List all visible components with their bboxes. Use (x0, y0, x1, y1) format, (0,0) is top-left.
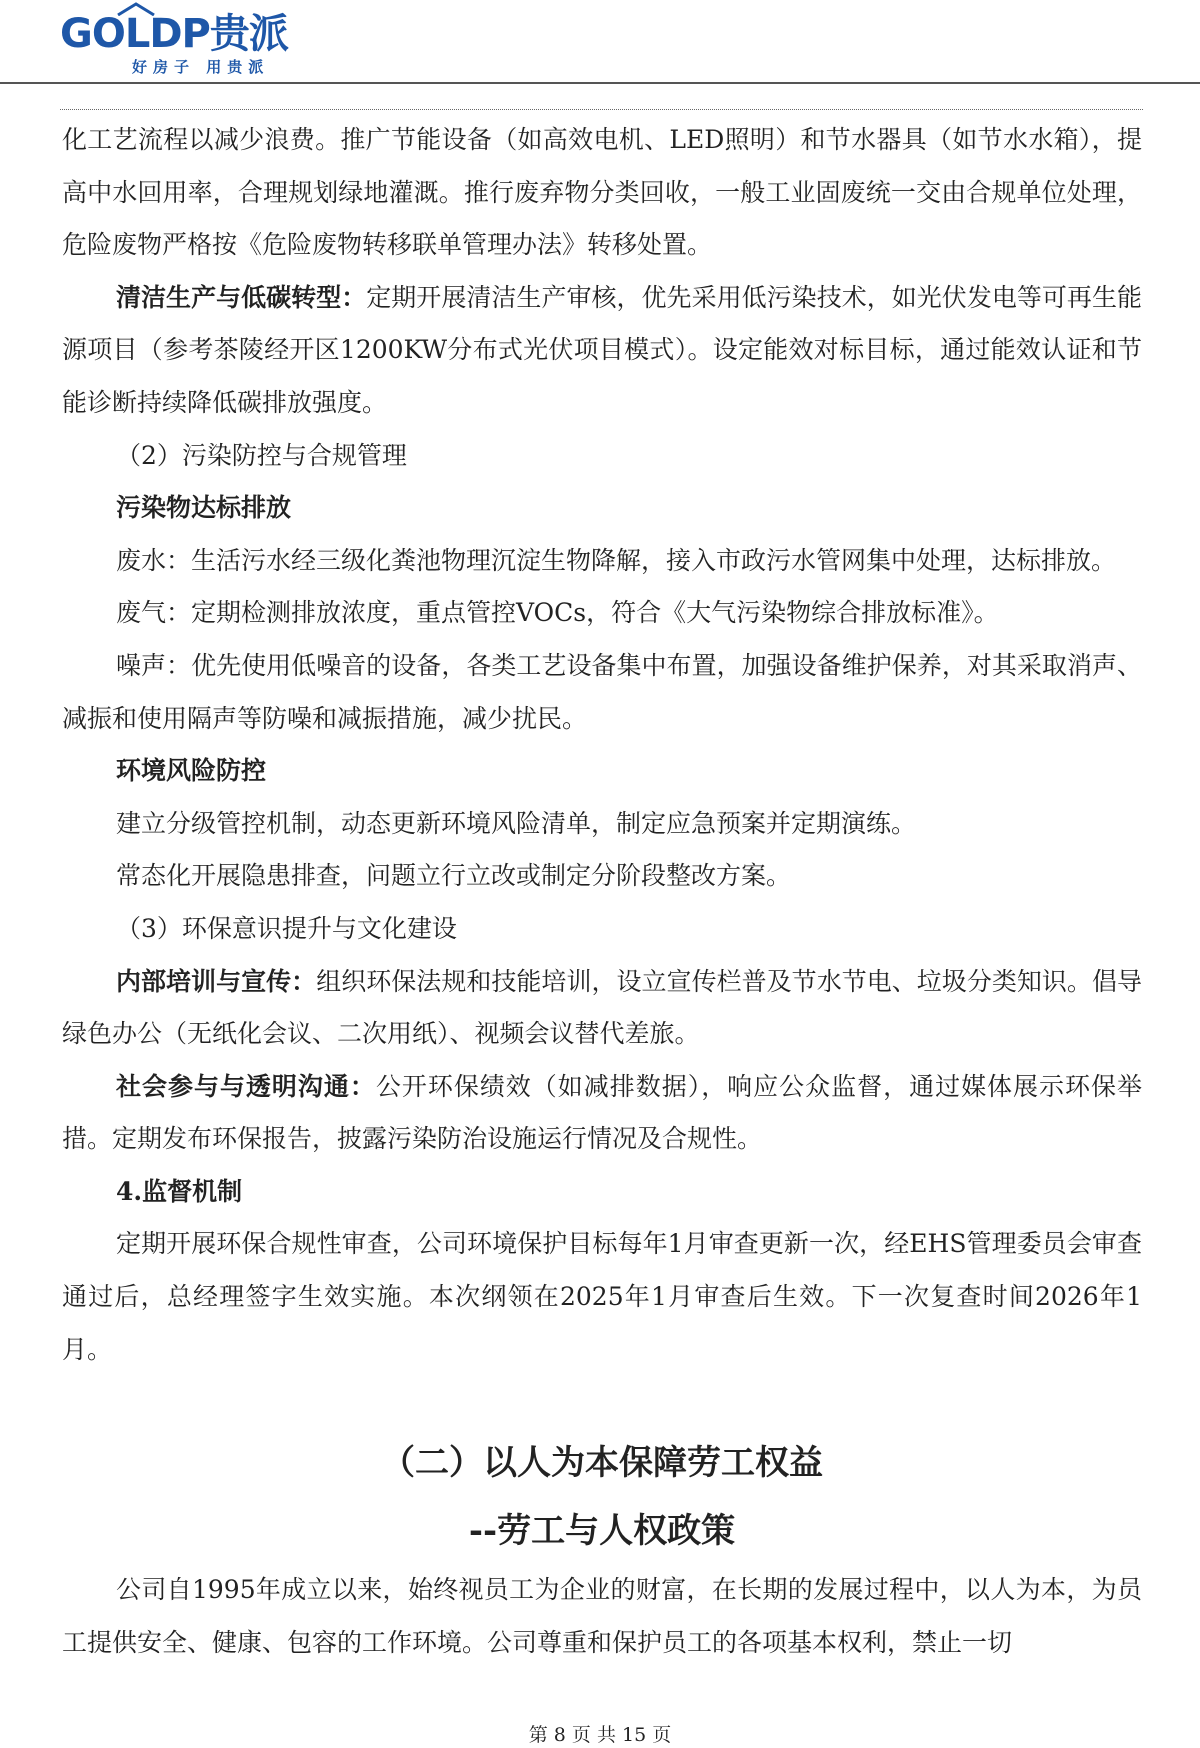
paragraph-training (62, 956, 1142, 1061)
paragraph-supervision: 定期开展环保合规性审查，公司环境保护目标每年1月审查更新一次，经EHS管理委员会审查通过后，总经理签字生效实施。本次纲领在2025年1月审查后生效。下一次复查时间2026年1月。 (62, 1229, 1142, 1364)
heading-environmental-risk: 环境风险防控 (116, 756, 267, 786)
page-header (0, 0, 1200, 112)
logo-cn: 贵派 (209, 11, 288, 57)
page-number: 第 8 页 共 15 页 (528, 1724, 672, 1746)
heading-pollutant-discharge: 污染物达标排放 (116, 493, 292, 523)
paragraph-wastewater: 废水：生活污水经三级化粪池物理沉淀生物降解，接入市政污水管网集中处理，达标排放。 (116, 545, 1117, 575)
paragraph-hazard-inspection: 常态化开展隐患排查，问题立行立改或制定分阶段整改方案。 (116, 861, 792, 891)
section-title: （二）以人为本保障劳工权益 (381, 1443, 823, 1484)
subheading-awareness: （3）环保意识提升与文化建设 (116, 913, 457, 943)
paragraph-clean-production (62, 272, 1142, 430)
clean-production-text: 定期开展清洁生产审核，优先采用低污染技术，如光伏发电等可再生能源项目（参考茶陵经开区1200KW分布式光伏项目模式）。设定能效对标目标，通过能效认证和节能诊断持续降低碳排放强度。 (62, 282, 1142, 417)
logo-text: GOLDP (60, 11, 210, 57)
paragraph-labor-policy: 公司自1995年成立以来，始终视员工为企业的财富，在长期的发展过程中，以人为本，为员工提供安全、健康、包容的工作环境。公司尊重和保护员工的各项基本权利，禁止一切 (62, 1575, 1142, 1657)
paragraph-risk-mechanism: 建立分级管控机制，动态更新环境风险清单，制定应急预案并定期演练。 (116, 808, 917, 838)
heading-supervision: 4.监督机制 (116, 1176, 243, 1206)
logo-wordmark (60, 2, 288, 59)
social-heading: 社会参与与透明沟通： (116, 1071, 376, 1101)
subheading-pollution-control: （2）污染防控与合规管理 (116, 440, 407, 470)
training-heading: 内部培训与宣传： (116, 966, 317, 996)
company-logo (60, 2, 296, 74)
clean-production-heading: 清洁生产与低碳转型： (116, 282, 367, 312)
header-rule (0, 82, 1200, 84)
paragraph-noise: 噪声：优先使用低噪音的设备，各类工艺设备集中布置，加强设备维护保养，对其采取消声、减振和使用隔声等防噪和减振措施，减少扰民。 (62, 650, 1142, 733)
logo-tagline: 好房子 用贵派 (132, 58, 270, 76)
paragraph-water-saving: 化工艺流程以减少浪费。推广节能设备（如高效电机、LED照明）和节水器具（如节水水箱），提高中水回用率，合理规划绿地灌溉。推行废弃物分类回收，一般工业固废统一交由合规单位处理，危险废物严格按《危险废物转移联单管理办法》转移处置。 (62, 125, 1142, 260)
section-subtitle: --劳工与人权政策 (468, 1511, 736, 1552)
page-content (62, 114, 1142, 1669)
social-text: 公开环保绩效（如减排数据），响应公众监督，通过媒体展示环保举措。定期发布环保报告，披露污染防治设施运行情况及合规性。 (62, 1071, 1142, 1154)
paragraph-exhaust-gas: 废气：定期检测排放浓度，重点管控VOCs，符合《大气污染物综合排放标准》。 (116, 598, 999, 628)
paragraph-social-participation (62, 1061, 1142, 1166)
header-dotted-rule (60, 109, 1143, 110)
training-text: 组织环保法规和技能培训，设立宣传栏普及节水节电、垃圾分类知识。倡导绿色办公（无纸化会议、二次用纸）、视频会议替代差旅。 (62, 966, 1142, 1049)
